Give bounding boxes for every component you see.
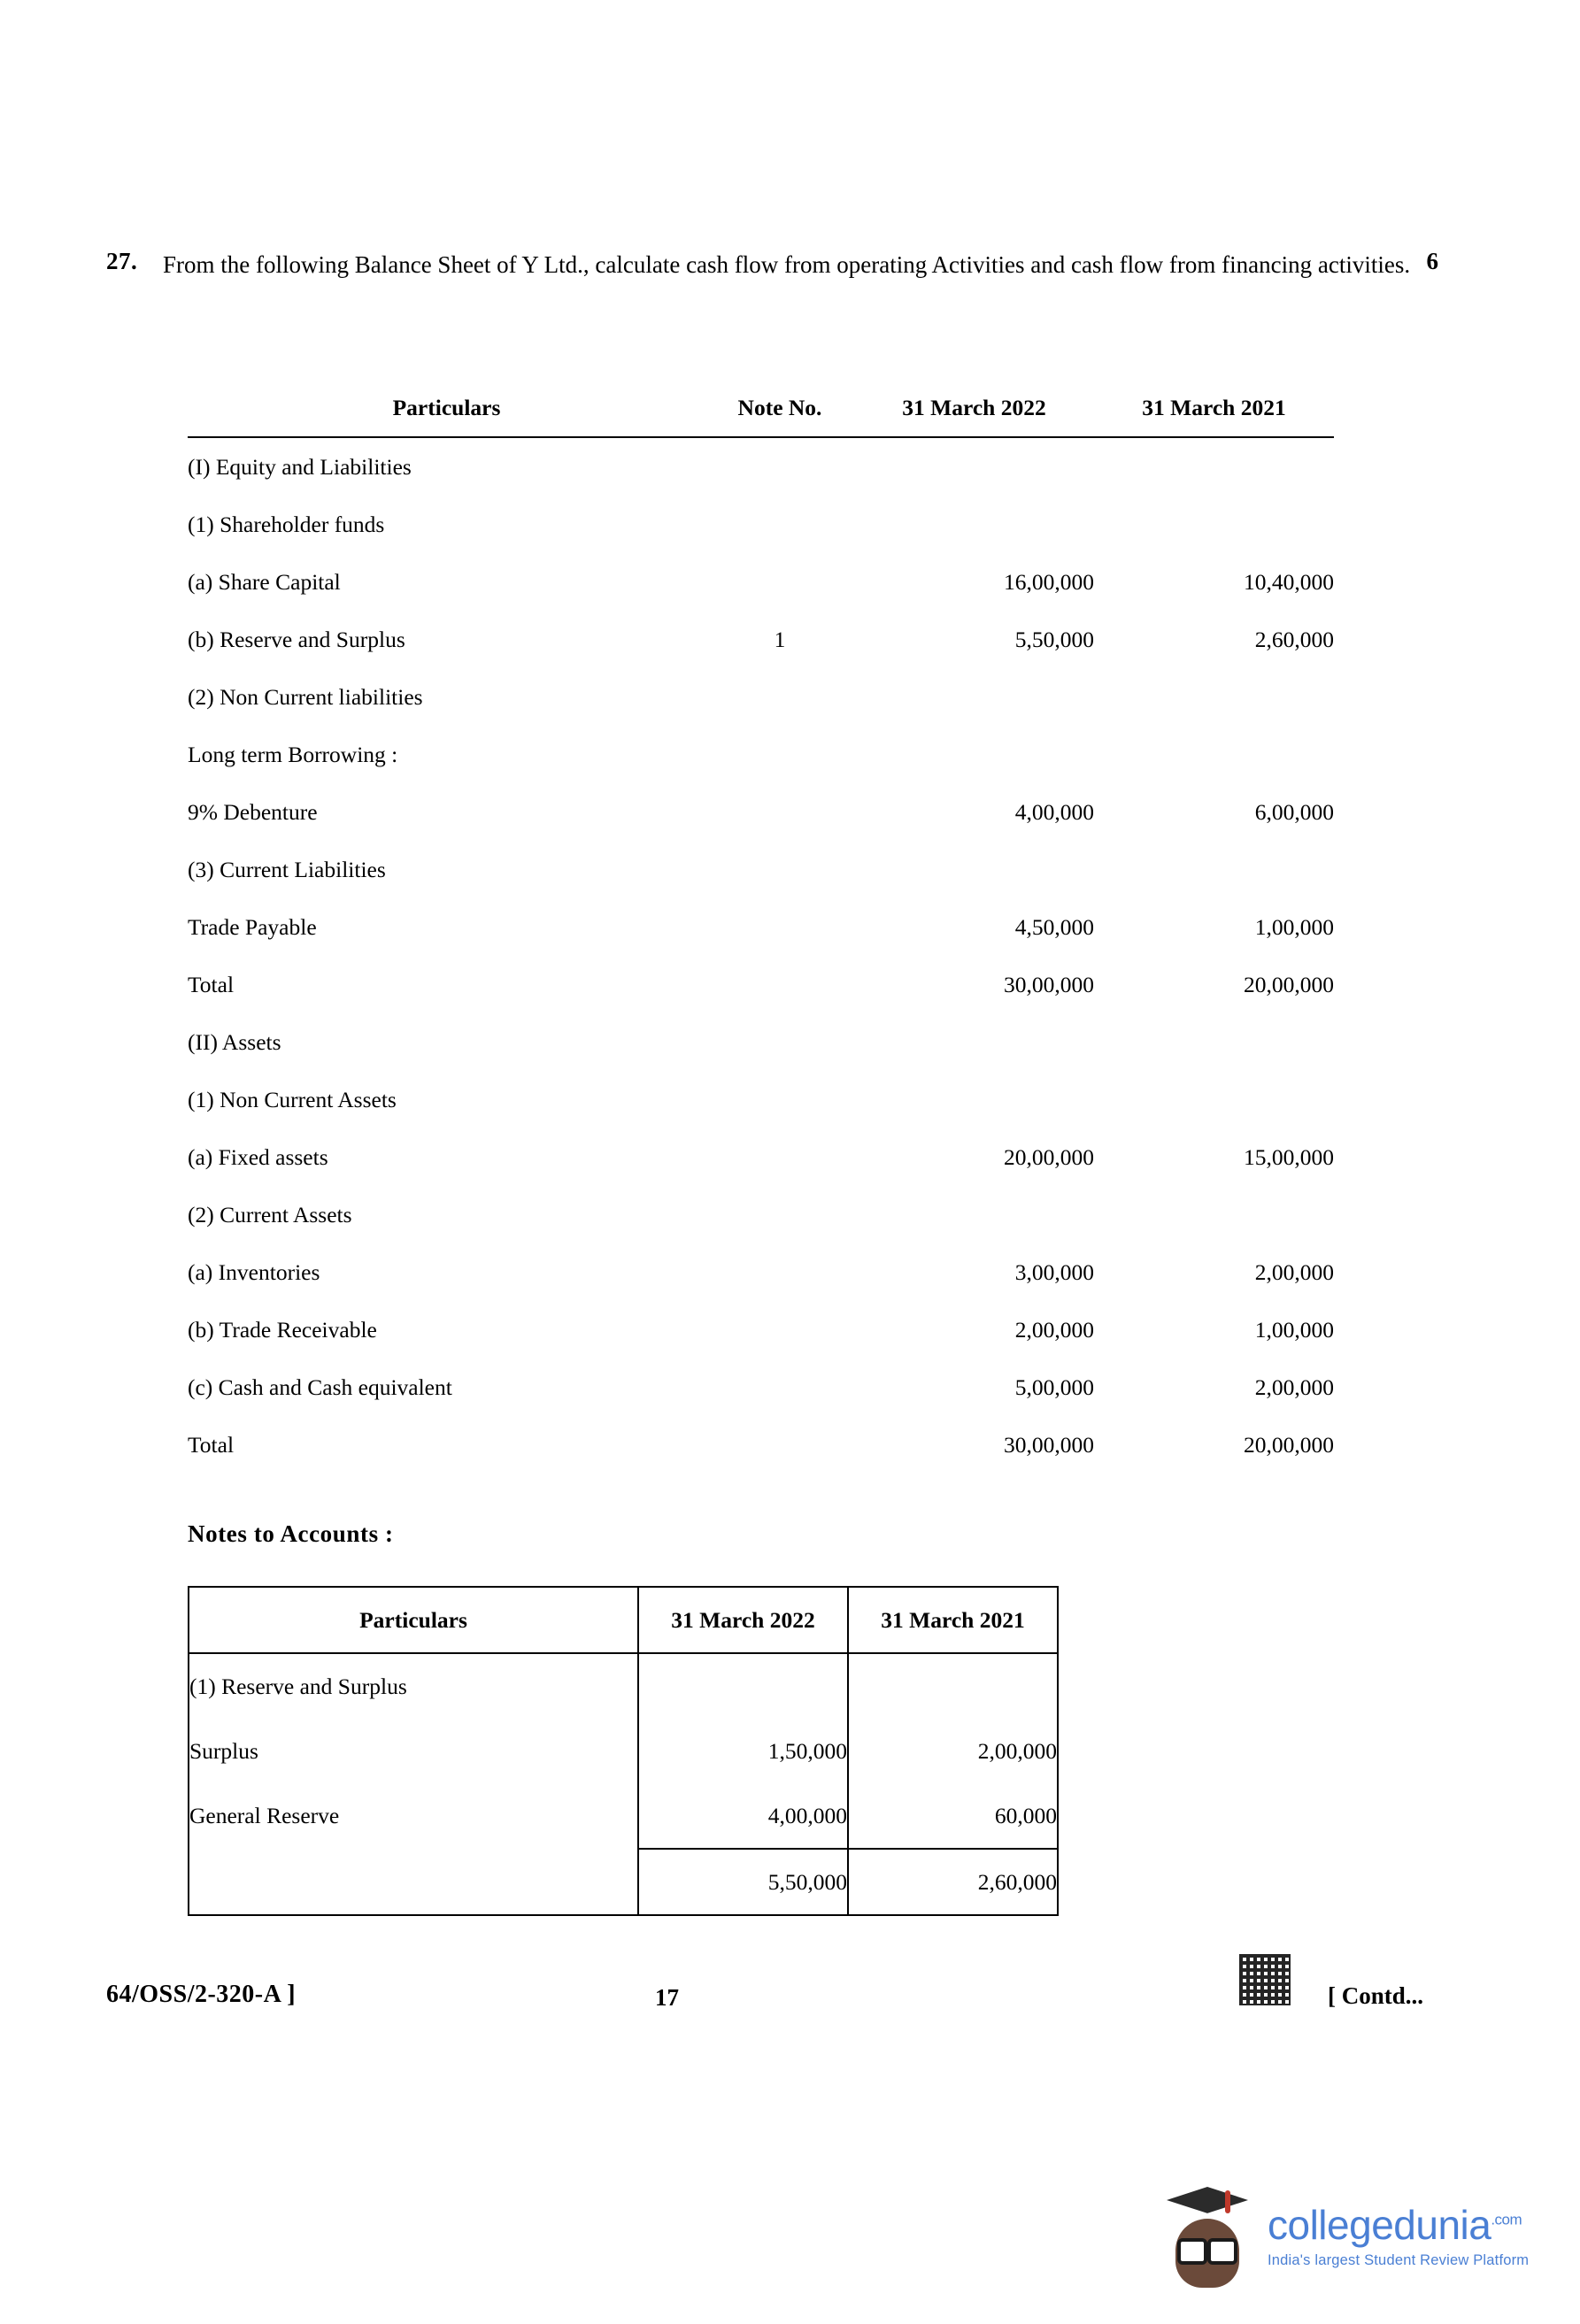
graduate-avatar-icon: [1160, 2183, 1255, 2289]
row-note-no: [705, 1416, 854, 1474]
row-particulars: (c) Cash and Cash equivalent: [188, 1374, 452, 1400]
row-value-2021: 20,00,000: [1244, 971, 1334, 997]
row-value-2022: [854, 437, 1094, 496]
qr-code-icon: [1239, 1954, 1291, 2005]
brand-name-text: collegedunia: [1268, 2201, 1491, 2248]
question-block: [106, 248, 1474, 281]
table-row: [188, 611, 1334, 668]
row-value-2021: 10,40,000: [1244, 568, 1334, 595]
notes-row-value-2021: [848, 1653, 1058, 1719]
row-value-2021: 2,00,000: [1254, 1374, 1334, 1400]
row-value-2021: [1094, 668, 1334, 726]
row-value-2021: 15,00,000: [1244, 1143, 1334, 1170]
row-value-2022: 20,00,000: [1004, 1143, 1094, 1170]
row-note-no: [705, 1243, 854, 1301]
notes-row-value-2021: 2,00,000: [848, 1719, 1058, 1783]
notes-to-accounts-heading: Notes to Accounts :: [188, 1520, 394, 1547]
row-note-no: [705, 726, 854, 783]
balance-sheet-table: [188, 379, 1334, 1474]
row-value-2021: 20,00,000: [1244, 1431, 1334, 1458]
table-row: [188, 1301, 1334, 1358]
table-row: [188, 956, 1334, 1013]
notes-header-particulars: Particulars: [189, 1587, 638, 1653]
row-note-no: [705, 1358, 854, 1416]
footer-paper-code: 64/OSS/2-320-A ]: [106, 1981, 297, 2008]
row-particulars: (a) Share Capital: [188, 568, 341, 595]
row-particulars: (b) Trade Receivable: [188, 1316, 377, 1343]
table-row: [188, 1071, 1334, 1128]
notes-to-accounts-table: [188, 1586, 1057, 1916]
row-value-2021: [1094, 841, 1334, 898]
table-row: [188, 726, 1334, 783]
notes-header-row: [189, 1587, 1058, 1653]
footer-page-number: 17: [655, 1984, 679, 2011]
notes-row-value-2021: 2,60,000: [848, 1849, 1058, 1915]
row-note-no: [705, 898, 854, 956]
table-row: [188, 668, 1334, 726]
table-row: [188, 1013, 1334, 1071]
table-row: [188, 1186, 1334, 1243]
row-value-2022: [854, 1013, 1094, 1071]
notes-header-year-2021: 31 March 2021: [848, 1587, 1058, 1653]
notes-row-particulars: (1) Reserve and Surplus: [189, 1653, 638, 1719]
row-value-2021: 1,00,000: [1254, 913, 1334, 940]
row-particulars: (1) Shareholder funds: [188, 511, 385, 537]
row-particulars: Total: [188, 1431, 235, 1458]
row-value-2021: [1094, 1013, 1334, 1071]
row-value-2022: [854, 1186, 1094, 1243]
row-note-no: [705, 841, 854, 898]
row-note-no: [705, 1013, 854, 1071]
row-value-2022: 30,00,000: [1004, 971, 1094, 997]
header-year-2022: 31 March 2022: [854, 379, 1094, 437]
row-value-2021: 2,60,000: [1254, 626, 1334, 652]
row-particulars: (1) Non Current Assets: [188, 1086, 397, 1112]
row-note-no: [705, 496, 854, 553]
row-note-no: [705, 668, 854, 726]
brand-name: [1268, 2201, 1529, 2248]
balance-sheet-header-row: [188, 379, 1334, 437]
table-row: [188, 1358, 1334, 1416]
row-note-no: [705, 1128, 854, 1186]
row-note-no: [705, 1071, 854, 1128]
row-value-2021: 6,00,000: [1254, 798, 1334, 825]
notes-row-particulars: Surplus: [189, 1719, 638, 1783]
brand-name-suffix: .com: [1491, 2211, 1522, 2228]
table-row: [188, 841, 1334, 898]
row-particulars: (b) Reserve and Surplus: [188, 626, 405, 652]
header-particulars: Particulars: [188, 379, 705, 437]
footer-contd-label: [ Contd...: [1328, 1982, 1424, 2009]
row-particulars: 9% Debenture: [188, 798, 318, 825]
table-row: [188, 1243, 1334, 1301]
notes-row-value-2022: 1,50,000: [638, 1719, 848, 1783]
table-row: [189, 1653, 1058, 1719]
table-row: [188, 1128, 1334, 1186]
question-number: 27.: [106, 248, 138, 274]
row-note-no: [705, 1186, 854, 1243]
row-value-2022: 30,00,000: [1004, 1431, 1094, 1458]
collegedunia-watermark: [1160, 2170, 1549, 2303]
notes-row-particulars: [189, 1849, 638, 1915]
row-particulars: (2) Current Assets: [188, 1201, 352, 1227]
row-note-no: 1: [774, 626, 786, 652]
question-text: From the following Balance Sheet of Y Ltd., calculate cash flow from operating Activities and cash flow from financing activities.: [163, 251, 1411, 278]
row-particulars: Long term Borrowing :: [188, 741, 398, 767]
header-note-no: Note No.: [705, 379, 854, 437]
table-row: [188, 898, 1334, 956]
row-particulars: (I) Equity and Liabilities: [188, 453, 412, 480]
row-note-no: [705, 783, 854, 841]
row-value-2022: [854, 1071, 1094, 1128]
notes-row-value-2022: 5,50,000: [638, 1849, 848, 1915]
row-particulars: (2) Non Current liabilities: [188, 683, 423, 710]
row-value-2021: [1094, 1186, 1334, 1243]
row-particulars: Total: [188, 971, 235, 997]
row-value-2021: [1094, 1071, 1334, 1128]
table-row: [189, 1719, 1058, 1783]
table-row: [188, 496, 1334, 553]
row-value-2022: 5,50,000: [1014, 626, 1094, 652]
row-value-2022: 4,50,000: [1014, 913, 1094, 940]
row-particulars: (II) Assets: [188, 1028, 281, 1055]
row-value-2021: [1094, 726, 1334, 783]
table-row: [188, 783, 1334, 841]
row-value-2021: 2,00,000: [1254, 1258, 1334, 1285]
row-note-no: [705, 956, 854, 1013]
row-note-no: [705, 553, 854, 611]
notes-row-value-2022: 4,00,000: [638, 1783, 848, 1849]
row-value-2021: 1,00,000: [1254, 1316, 1334, 1343]
row-value-2021: [1094, 437, 1334, 496]
row-value-2022: [854, 668, 1094, 726]
question-marks: 6: [1426, 248, 1438, 274]
row-value-2022: [854, 841, 1094, 898]
brand-tagline: India's largest Student Review Platform: [1268, 2251, 1530, 2268]
row-value-2022: [854, 726, 1094, 783]
row-value-2021: [1094, 496, 1334, 553]
row-value-2022: 5,00,000: [1014, 1374, 1094, 1400]
row-value-2022: 16,00,000: [1004, 568, 1094, 595]
row-particulars: (a) Fixed assets: [188, 1143, 328, 1170]
row-note-no: [705, 437, 854, 496]
row-value-2022: 3,00,000: [1014, 1258, 1094, 1285]
notes-header-year-2022: 31 March 2022: [638, 1587, 848, 1653]
row-particulars: (3) Current Liabilities: [188, 856, 386, 882]
notes-row-value-2022: [638, 1653, 848, 1719]
notes-row-value-2021: 60,000: [848, 1783, 1058, 1849]
table-row: [189, 1849, 1058, 1915]
notes-row-particulars: General Reserve: [189, 1783, 638, 1849]
row-note-no: [705, 1301, 854, 1358]
row-particulars: Trade Payable: [188, 913, 317, 940]
row-particulars: (a) Inventories: [188, 1258, 320, 1285]
header-year-2021: 31 March 2021: [1094, 379, 1334, 437]
row-value-2022: 2,00,000: [1014, 1316, 1094, 1343]
row-value-2022: [854, 496, 1094, 553]
table-row: [188, 553, 1334, 611]
row-value-2022: 4,00,000: [1014, 798, 1094, 825]
table-row: [188, 1416, 1334, 1474]
table-row: [189, 1783, 1058, 1849]
table-row: [188, 437, 1334, 496]
